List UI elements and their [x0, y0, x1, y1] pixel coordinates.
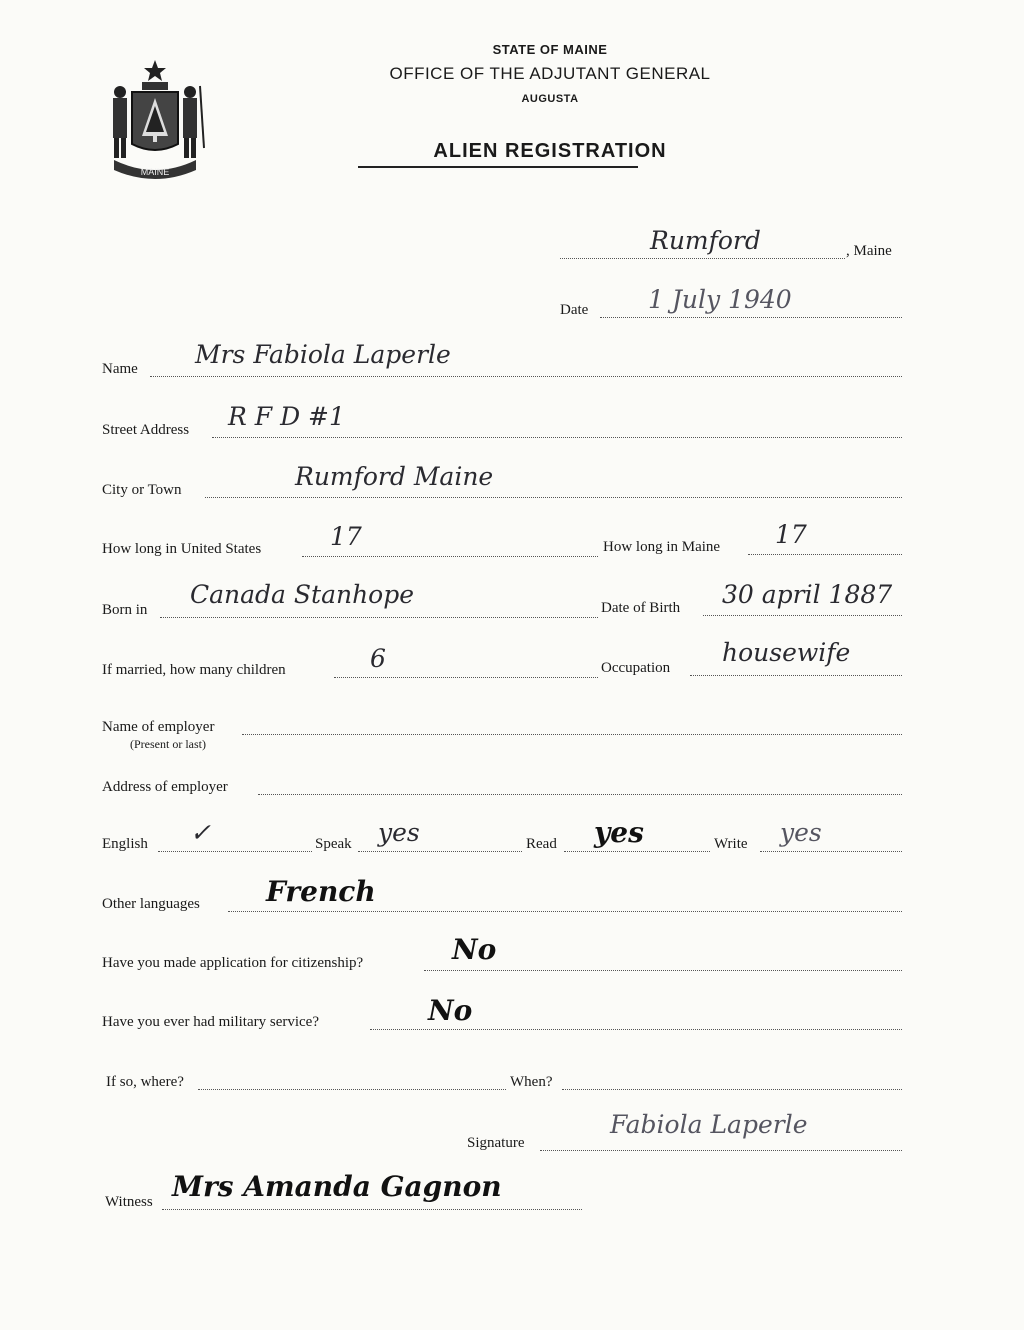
employer-name-label: Name of employer [102, 719, 215, 735]
street-address-line [212, 437, 902, 438]
date-of-birth-line [703, 615, 902, 616]
town-line [560, 258, 845, 259]
employer-address-label: Address of employer [102, 779, 228, 795]
read-label: Read [526, 836, 557, 852]
svg-text:MAINE: MAINE [140, 167, 170, 177]
date-value: 1 July 1940 [648, 285, 792, 314]
how-long-maine-value: 17 [775, 520, 807, 549]
english-label: English [102, 836, 148, 852]
english-value: ✓ [190, 818, 211, 847]
maine-state-seal-icon [100, 56, 210, 180]
witness-value: Mrs Amanda Gagnon [172, 1170, 502, 1203]
name-value: Mrs Fabiola Laperle [195, 340, 451, 369]
speak-value: yes [378, 818, 420, 847]
citizenship-value: No [452, 933, 497, 966]
how-long-maine-line [748, 554, 902, 555]
born-in-label: Born in [102, 602, 148, 618]
military-value: No [428, 994, 473, 1027]
when-label: When? [510, 1074, 553, 1090]
speak-line [358, 851, 522, 852]
employer-address-line [258, 794, 902, 795]
when-line [562, 1089, 902, 1090]
citizenship-line [424, 970, 902, 971]
write-value: yes [780, 818, 822, 847]
born-in-line [160, 617, 598, 618]
witness-label: Witness [105, 1194, 153, 1210]
write-line [760, 851, 902, 852]
children-label: If married, how many children [102, 662, 286, 678]
other-languages-label: Other languages [102, 896, 200, 912]
write-label: Write [714, 836, 748, 852]
occupation-value: housewife [722, 638, 851, 667]
signature-line [540, 1150, 902, 1151]
other-languages-line [228, 911, 902, 912]
speak-label: Speak [315, 836, 352, 852]
occupation-label: Occupation [601, 660, 671, 676]
how-long-us-label: How long in United States [102, 541, 262, 557]
city-or-town-line [205, 497, 902, 498]
occupation-line [690, 675, 902, 676]
born-in-value: Canada Stanhope [190, 580, 415, 609]
employer-name-sublabel: (Present or last) [130, 737, 206, 751]
children-value: 6 [370, 644, 386, 673]
english-line [158, 851, 312, 852]
employer-name-line [242, 734, 902, 735]
date-line [600, 317, 902, 318]
date-of-birth-value: 30 april 1887 [722, 580, 893, 609]
read-line [564, 851, 710, 852]
date-label: Date [560, 302, 589, 318]
how-long-us-line [302, 556, 598, 557]
witness-line [162, 1209, 582, 1210]
name-line [150, 376, 902, 377]
date-of-birth-label: Date of Birth [601, 600, 681, 616]
title-underline [358, 166, 638, 168]
how-long-maine-label: How long in Maine [603, 539, 721, 555]
header-office: OFFICE OF THE ADJUTANT GENERAL [389, 64, 711, 83]
how-long-us-value: 17 [330, 522, 362, 551]
town-label: , Maine [846, 243, 892, 259]
street-address-label: Street Address [102, 422, 190, 438]
street-address-value: R F D #1 [228, 402, 345, 431]
other-languages-value: French [266, 875, 376, 908]
citizenship-label: Have you made application for citizenship? [102, 955, 364, 971]
military-label: Have you ever had military service? [102, 1014, 319, 1030]
city-or-town-value: Rumford Maine [295, 462, 494, 491]
if-so-where-line [198, 1089, 506, 1090]
city-or-town-label: City or Town [102, 482, 182, 498]
header-city: AUGUSTA [521, 93, 579, 105]
town-value: Rumford [650, 226, 761, 255]
name-label: Name [102, 361, 138, 377]
signature-value: Fabiola Laperle [610, 1110, 808, 1139]
read-value: yes [594, 816, 644, 849]
signature-label: Signature [467, 1135, 525, 1151]
form-title: ALIEN REGISTRATION [433, 140, 667, 162]
if-so-where-label: If so, where? [106, 1074, 184, 1090]
header-state: STATE OF MAINE [492, 42, 608, 57]
children-line [334, 677, 598, 678]
military-line [370, 1029, 902, 1030]
